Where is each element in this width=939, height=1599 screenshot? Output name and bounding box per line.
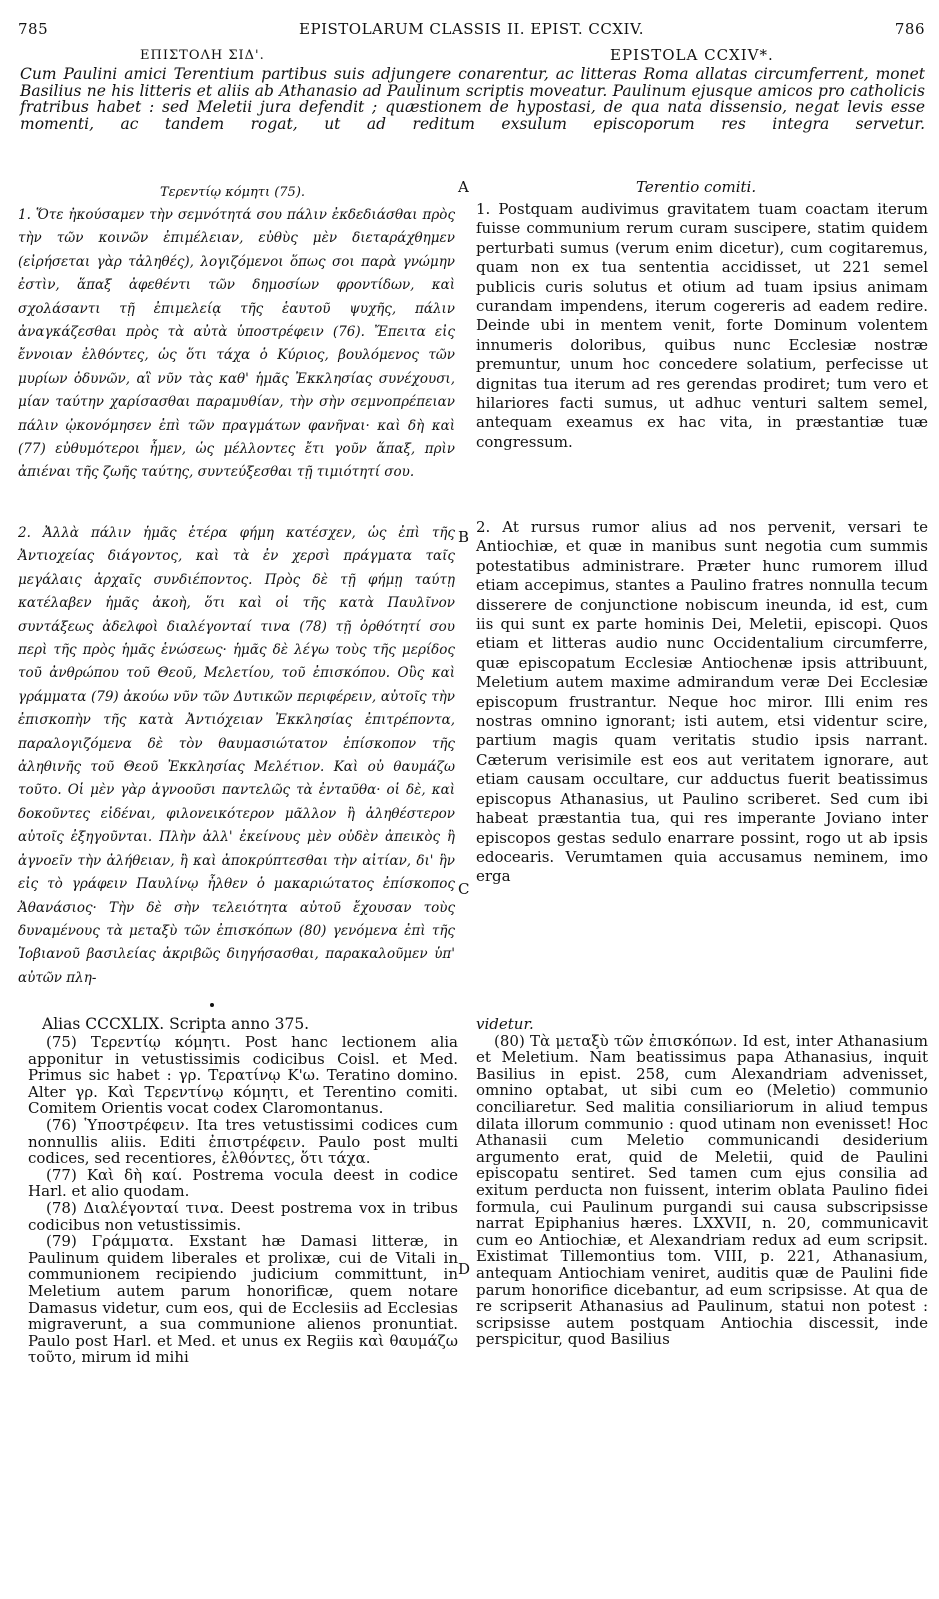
greek-paragraph-1: 1. Ὅτε ἠκούσαμεν τὴν σεμνότητά σου πάλιν ἐκδεδιάσθαι πρὸς τὴν τῶν κοινῶν ἐπιμέλειαν, εὐθὺς μὲν διεταράχθημεν (εἰρήσεται γὰρ τἀληθές), λογιζόμενοι ὅπως σοι παρὰ γνώμην ἐστὶν, ἅπαξ ἀφεθέντι τῶν δημοσίων φροντίδων, καὶ σχολάσαντι τῇ ἐπιμελείᾳ τῆς ἑαυτοῦ ψυχῆς, πάλιν ἀναγκάζεσθαι πρὸς τὰ αὐτὰ ὑποστρέφειν (76). Ἔπειτα εἰς ἔννοιαν ἐλθόντες, ὡς ὅτι τάχα ὁ Κύριος, βουλόμενος τῶν μυρίων ὀδυνῶν, αἳ νῦν τὰς καθ' ἡμᾶς Ἐκκλησίας συνέχουσι, μίαν ταύτην χαρίσασθαι παραμυθίαν, τὴν σὴν σεμνοπρέπειαν πάλιν ᾠκονόμησεν ἐπὶ τῶν πραγμάτων φανῆναι· καὶ δὴ καὶ (77) εὐθυμότεροι ἦμεν, ὡς μέλλοντες ἔτι γοῦν ἅπαξ, πρὶν ἀπιέναι τῆς ζωῆς ταύτης, συντεύξεσθαι τῇ τιμιότητί σου. (18, 207, 455, 481)
greek-paragraph-2: 2. Ἀλλὰ πάλιν ἡμᾶς ἑτέρα φήμη κατέσχεν, ὡς ἐπὶ τῆς Ἀντιοχείας διάγοντος, καὶ τὰ ἐν χερσὶ πράγματα ταῖς μεγάλαις ἀρχαῖς συνδιέποντος. Πρὸς δὲ τῇ φήμῃ ταύτῃ κατέλαβεν ἡμᾶς ἀκοὴ, ὅτι καὶ οἱ τῆς κατὰ Παυλῖνον συντάξεως ἀδελφοὶ διαλέγονταί τινα (78) τῇ ὀρθότητί σου περὶ τῆς πρὸς ἡμᾶς ἑνώσεως· ἡμᾶς δὲ λέγω τοὺς τῆς μερίδος τοῦ ἀνθρώπου τοῦ Θεοῦ, Μελετίου, τοῦ ἐπισκόπου. Οὓς καὶ γράμματα (79) ἀκούω νῦν τῶν Δυτικῶν περιφέρειν, αὐτοῖς τὴν ἐπισκοπὴν τῆς κατὰ Ἀντιόχειαν Ἐκκλησίας ἐπιτρέποντα, παραλογιζόμενα δὲ τὸν θαυμασιώτατον ἐπίσκοπον τῆς ἀληθινῆς τοῦ Θεοῦ Ἐκκλησίας Μελέτιον. Καὶ οὐ θαυμάζω τοῦτο. Οἱ μὲν γὰρ ἀγνοοῦσι παντελῶς τὰ ἐνταῦθα· οἱ δὲ, καὶ δοκοῦντες εἰδέναι, φιλονεικότερον μᾶλλον ἢ ἀληθέστερον αὐτοῖς ἐξηγοῦνται. Πλὴν ἀλλ' ἐκείνους μὲν οὐδὲν ἀπεικὸς ἢ ἀγνοεῖν τὴν ἀλήθειαν, ἢ καὶ ἀποκρύπτεσθαι τὴν αἰτίαν, δι' ἣν εἰς τὸ γράφειν Παυλίνῳ ἦλθεν ὁ μακαριώτατος ἐπίσκοπος Ἀθανάσιος· Τὴν δὲ σὴν τελειότητα αὐτοῦ ἔχουσαν τοὺς δυναμένους τὰ μεταξὺ τῶν ἐπισκόπων (80) γενόμενα ἐπὶ τῆς Ἰοβιανοῦ βασιλείας ἀκριβῶς διηγήσασθαι, παρακαλοῦμεν ὑπ' αὐτῶν πλη- (18, 525, 455, 986)
margin-letter-d: D (458, 1260, 471, 1278)
footnote-80: (80) Τὰ μεταξὺ τῶν ἐπισκόπων. Id est, inter Athanasium et Meletium. Nam beatissimus papa Athanasius, inquit Basilius in epist. 258, cum Alexandriam advenisset, omnino optabat, ut sibi cum eo (Meletio) communio conciliaretur. Sed malitia consiliariorum in aliud tempus dilata illorum communio : quod utinam non evenisset! Hoc Athanasii cum Meletio communicandi desiderium argumento erat, quid de Meletii, quid de Paulini episcopatu sentiret. Sed tamen cum ejus consilia ad exitum perducta non fuissent, interim oblata Paulino fidei formula, cui Paulinum purgandi sui causa subscripsisse narrat Epiphanius hæres. LXXVII, n. 20, communicavit cum eo Antiochiæ, et Alexandriam redux ad eum scripsit. Existimat Tillemontius tom. VIII, p. 221, Athanasium, antequam Antiochiam veniret, auditis quæ de Paulini fide parum honorifice dicebantur, ad eum scripsisse. At qua de re scripserit Athanasius ad Paulinum, statui non potest : scripsisse autem postquam Antiochia discessit, inde perspicitur, quod Basilius (476, 1031, 928, 1349)
footnotes-left (28, 1034, 458, 1366)
page-number-left: 785 (18, 20, 49, 38)
footnote-76: (76) Ὑποστρέφειν. Ita tres vetustissimi codices cum nonnullis aliis. Editi ἐπιστρέφειν. Paulo post multi codices, sed recentiores, ἐλθόντες, ὅτι τάχα. (28, 1115, 458, 1168)
footnote-75: (75) Τερεντίῳ κόμητι. Post hanc lectionem alia apponitur in vetustissimis codicibus Coisl. et Med. Primus sic habet : γρ. Τερατίνῳ Κ'ω. Teratino domino. Alter γρ. Καὶ Τερεντίνῳ κόμητι, et Terentino comiti. Comitem Orientis vocat codex Claromontanus. (28, 1033, 458, 1118)
margin-letter-c: C (458, 880, 470, 898)
epistle-title-greek: ΕΠΙΣΤΟΛΗ ΣΙΔ'. (140, 48, 265, 63)
running-title: EPISTOLARUM CLASSIS II. EPIST. CCXIV. (299, 20, 644, 38)
running-head (18, 20, 925, 40)
latin-paragraph-2: 2. At rursus rumor alius ad nos pervenit, versari te Antiochiæ, et quæ in manibus sunt negotia cum summis potestatibus administrare. Præter hunc rumorem illud etiam accepimus, stantes a Paulino fratres nonnulla tecum disserere de conjunctione nobiscum ineunda, id est, cum iis qui sunt ex parte hominis Dei, Meletii, episcopi. Quos etiam et litteras audio nunc Occidentalium circumferre, quæ episcopatum Ecclesiæ Antiochenæ ipsis attribuunt, Meletium autem maxime admirandum veræ Dei Ecclesiæ episcopum frustrantur. Neque hoc miror. Illi enim res nostras omnino ignorant; isti autem, etsi videntur scire, partium magis quam veritatis studio ipsis narrant. Cæterum verisimile est eos aut veritatem ignorare, aut etiam causam occultare, cur adductus fuerit beatissimus episcopus Athanasius, ut Paulino scriberet. Sed cum ibi habeat præstantia tua, qui res imperante Joviano inter episcopos gestas sedulo enarrare possint, rogo ut ab ipsis edocearis. Verumtamen quia accusamus neminem, imo erga (476, 518, 928, 886)
margin-letter-b: B (458, 528, 470, 546)
footnote-77: (77) Καὶ δὴ καί. Postrema vocula deest in codice Harl. et alio quodam. (28, 1165, 458, 1201)
address-latin: Terentio comiti. (636, 178, 757, 196)
ornament-dot (210, 1003, 214, 1007)
latin-paragraph-1: 1. Postquam audivimus gravitatem tuam coactam iterum fuisse communium rerum curam suscipere, statim quidem perturbati sumus (verum enim dicetur), cum cogitaremus, quam non ex tua sententia accidisset, ut 221 semel publicis curis solutus et otium ad tuam ipsius animam curandam impendens, iterum cogereris ad eadem redire. Deinde ubi in mentem venit, forte Dominum volentem innumeris doloribus, quibus nunc Ecclesiæ nostræ premuntur, unum hoc concedere solatium, perfecisse ut dignitas tua iterum ad res gerendas prodiret; tum vero et hilariores facti sumus, ut adhuc venturi saltem semel, antequam exeamus ex hac vita, in præstantiæ tuæ congressum. (476, 200, 928, 451)
margin-letter-a: A (458, 178, 469, 196)
epistle-title-latin: EPISTOLA CCXIV*. (610, 46, 774, 64)
page-number-right: 786 (894, 20, 925, 38)
footnote-79-continuation: videtur. (476, 1015, 534, 1033)
alias-note: Alias CCCXLIX. Scripta anno 375. (42, 1015, 310, 1033)
footnote-79: (79) Γράμματα. Exstant hæ Damasi litteræ, in Paulinum quidem liberales et prolixæ, cui de Vitali in communionem recipiendo judicium committunt, in Meletium autem parum honorificæ, quem notare Damasus videtur, cum eos, qui de Ecclesiis ad Ecclesias migraverunt, a sua communione alienos pronuntiat. Paulo post Harl. et Med. et unus ex Regiis καὶ θαυμάζω τοῦτο, mirum id mihi (28, 1232, 458, 1367)
footnotes-right (476, 1016, 928, 1348)
argument-summary: Cum Paulini amici Terentium partibus suis adjungere conarentur, ac litteras Roma allatas circumferrent, monet Basilius ne his litteris et aliis ab Athanasio ad Paulinum scriptis moveatur. Paulinum ejusque amicos pro catholicis fratribus habet : sed Meletii jura defendit ; quæstionem de hypostasi, de qua nata dissensio, negat levis esse momenti, ac tandem rogat, ut ad reditum exsulum episcoporum res integra servetur. (20, 65, 925, 133)
address-greek: Τερεντίῳ κόμητι (75). (160, 185, 306, 200)
footnote-78: (78) Διαλέγονταί τινα. Deest postrema vox in tribus codicibus non vetustissimis. (28, 1198, 458, 1234)
